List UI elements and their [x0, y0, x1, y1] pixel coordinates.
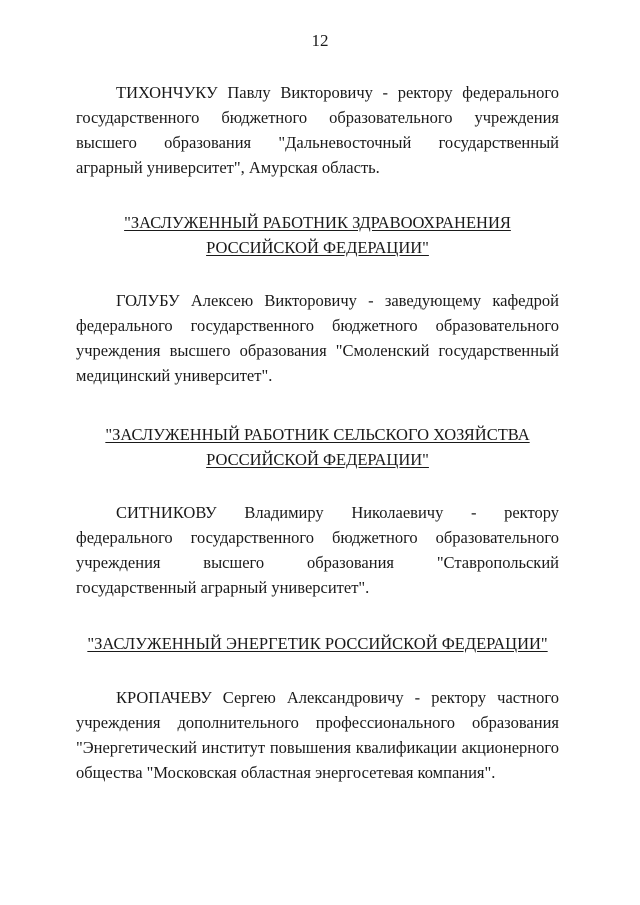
award-title-energy — [76, 631, 559, 656]
heading-line: "ЗАСЛУЖЕННЫЙ ЭНЕРГЕТИК РОССИЙСКОЙ ФЕДЕРАЦИИ" — [87, 634, 548, 653]
award-title-agriculture — [76, 422, 559, 472]
document-body — [76, 80, 559, 785]
heading-line: РОССИЙСКОЙ ФЕДЕРАЦИИ" — [206, 450, 429, 469]
award-paragraph-golub: ГОЛУБУ Алексею Викторовичу - заведующему кафедрой федерального государственного бюджетного образовательного учреждения высшего образования "Смоленский государственный медицинский университет". — [76, 291, 559, 385]
heading-line: "ЗАСЛУЖЕННЫЙ РАБОТНИК ЗДРАВООХРАНЕНИЯ — [124, 213, 511, 232]
award-title-healthcare — [76, 210, 559, 260]
page-number: 12 — [311, 31, 329, 50]
award-paragraph-sitnikov: СИТНИКОВУ Владимиру Николаевичу - ректору федерального государственного бюджетного образовательного учреждения высшего образования "Ставропольский государственный аграрный университет". — [76, 503, 559, 597]
award-paragraph-kropachev: КРОПАЧЕВУ Сергею Александровичу - ректору частного учреждения дополнительного профессионального образования "Энергетический институт повышения квалификации акционерного общества "Московская областная энергосетевая компания". — [76, 688, 559, 782]
award-paragraph-tikhonchuk: ТИХОНЧУКУ Павлу Викторовичу - ректору федерального государственного бюджетного образовательного учреждения высшего образования "Дальневосточный государственный аграрный университет", Амурская область. — [76, 83, 559, 177]
heading-line: "ЗАСЛУЖЕННЫЙ РАБОТНИК СЕЛЬСКОГО ХОЗЯЙСТВА — [105, 425, 530, 444]
heading-line: РОССИЙСКОЙ ФЕДЕРАЦИИ" — [206, 238, 429, 257]
